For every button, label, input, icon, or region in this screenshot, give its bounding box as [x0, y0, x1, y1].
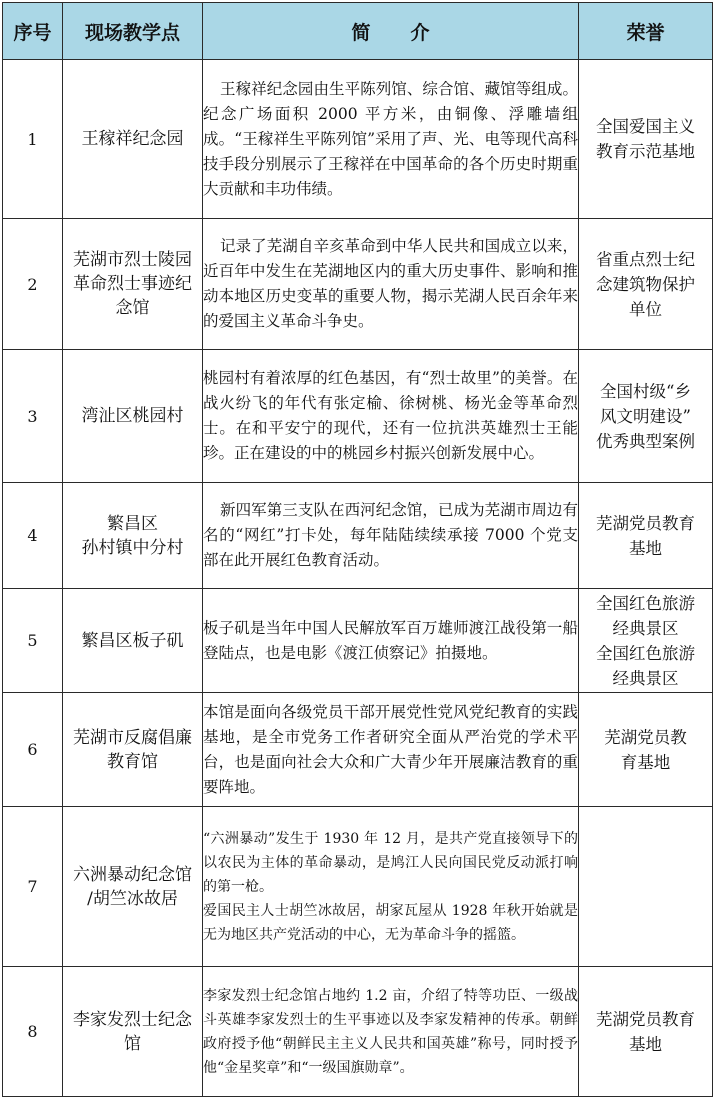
honor-line: 经典景区 — [612, 618, 679, 638]
honor-line: 全国爱国主义 — [596, 117, 695, 136]
row-place — [63, 967, 203, 1097]
table-row — [3, 807, 713, 967]
intro-paragraph: 新四军第三支队在西河纪念馆，已成为芜湖市周边有名的“网红”打卡处，每年陆陆续续承接 7000 个党支部在此开展红色教育活动。 — [203, 501, 578, 569]
row-num: 5 — [3, 589, 63, 693]
row-place — [63, 219, 203, 350]
row-intro — [203, 589, 579, 693]
row-honor — [579, 350, 713, 483]
row-place — [63, 60, 203, 219]
header-num: 序号 — [3, 3, 63, 60]
honor-line: 基地 — [629, 538, 662, 558]
honor-line: 单位 — [629, 299, 662, 319]
row-intro — [203, 967, 579, 1097]
header-intro: 简介 — [203, 3, 579, 60]
honor-line: 念建筑物保护 — [596, 274, 695, 294]
intro-paragraph: 桃园村有着浓厚的红色基因，有“烈士故里”的美誉。在战火纷飞的年代有张定榆、徐树桃、杨光金等革命烈士。在和平安宁的现代，还有一位抗洪英雄烈士王能珍。正在建设的中的桃园乡村振兴创新发展中心。 — [203, 369, 578, 462]
row-honor — [579, 807, 713, 967]
honor-line: 芜湖党员教育 — [596, 1009, 695, 1029]
place-line: 馆 — [124, 1033, 141, 1054]
place-line: 芜湖市反腐倡廉 — [73, 727, 192, 748]
honor-line: 芜湖党员教 — [604, 727, 687, 747]
place-line: 王稼祥纪念园 — [81, 129, 184, 149]
honor-line: 基地 — [629, 1034, 662, 1054]
honor-line: 育基地 — [620, 752, 671, 772]
honor-line: 经典景区 — [612, 668, 679, 688]
row-num: 3 — [3, 350, 63, 483]
table-row — [3, 693, 713, 807]
row-num: 8 — [3, 967, 63, 1097]
honor-line: 全国村级“乡 — [600, 381, 691, 401]
row-intro — [203, 219, 579, 350]
row-intro — [203, 350, 579, 483]
intro-paragraph: 本馆是面向各级党员干部开展党性党风党纪教育的实践基地，是全市党务工作者研究全面从严治党的学术平台，也是面向社会大众和广大青少年开展廉洁教育的重要阵地。 — [203, 702, 578, 796]
place-line: 念馆 — [115, 298, 150, 318]
row-place — [63, 483, 203, 589]
place-line: 繁昌区板子矶 — [81, 630, 184, 651]
honor-line: 全国红色旅游 — [596, 593, 695, 613]
row-honor — [579, 693, 713, 807]
place-line: /胡竺冰故居 — [87, 888, 178, 909]
intro-paragraph: 李家发烈士纪念馆占地约 1.2 亩，介绍了特等功臣、一级战斗英雄李家发烈士的生平事迹以及李家发精神的传承。朝鲜政府授予他“朝鲜民主主义人民共和国英雄”称号，同时授予他“金星奖章”和“一级国旗勋章”。 — [203, 987, 578, 1076]
honor-line: 风文明建设” — [600, 406, 691, 426]
row-place — [63, 589, 203, 693]
row-place — [63, 693, 203, 807]
row-intro — [203, 483, 579, 589]
row-num: 1 — [3, 60, 63, 219]
row-honor — [579, 967, 713, 1097]
intro-paragraph: 王稼祥纪念园由生平陈列馆、综合馆、藏馆等组成。纪念广场面积 2000 平方米，由铜像、浮雕墙组成。“王稼祥生平陈列馆”采用了声、光、电等现代高科技手段分别展示了王稼祥在中国革命的各个历史时期重大贡献和丰功伟绩。 — [203, 79, 578, 198]
row-honor — [579, 219, 713, 350]
place-line: 孙村镇中分村 — [81, 537, 184, 558]
header-row — [3, 3, 713, 60]
row-num: 7 — [3, 807, 63, 967]
row-place — [63, 350, 203, 483]
intro-paragraph: “六洲暴动”发生于 1930 年 12 月，是共产党直接领导下的以农民为主体的革命暴动，是鸠江人民向国民党反动派打响的第一枪。 — [203, 830, 578, 895]
teaching-points-table — [2, 2, 713, 1097]
table-row — [3, 219, 713, 350]
row-intro — [203, 807, 579, 967]
row-place — [63, 807, 203, 967]
place-line: 六洲暴动纪念馆 — [73, 864, 192, 885]
row-intro — [203, 693, 579, 807]
row-honor — [579, 589, 713, 693]
table-row — [3, 967, 713, 1097]
row-num: 2 — [3, 219, 63, 350]
place-line: 李家发烈士纪念 — [73, 1009, 192, 1030]
table-row — [3, 350, 713, 483]
intro-paragraph: 板子矶是当年中国人民解放军百万雄师渡江战役第一船登陆点，也是电影《渡江侦察记》拍摄地。 — [203, 618, 578, 662]
row-num: 6 — [3, 693, 63, 807]
header-place: 现场教学点 — [63, 3, 203, 60]
table-row — [3, 60, 713, 219]
row-intro — [203, 60, 579, 219]
honor-line: 省重点烈士纪 — [596, 249, 695, 269]
place-line: 芜湖市烈士陵园 — [73, 250, 192, 270]
honor-line: 教育示范基地 — [596, 142, 695, 161]
row-num: 4 — [3, 483, 63, 589]
place-line: 教育馆 — [107, 751, 158, 772]
intro-paragraph: 爱国民主人士胡竺冰故居，胡家瓦屋从 1928 年秋开始就是无为地区共产党活动的中心，无为革命斗争的摇篮。 — [203, 902, 578, 943]
table-row — [3, 483, 713, 589]
place-line: 繁昌区 — [107, 513, 158, 534]
honor-line: 芜湖党员教育 — [596, 513, 695, 533]
place-line: 革命烈士事迹纪 — [73, 274, 192, 294]
table-row — [3, 589, 713, 693]
honor-line: 全国红色旅游 — [596, 643, 695, 663]
row-honor — [579, 483, 713, 589]
honor-line: 优秀典型案例 — [596, 431, 695, 451]
place-line: 湾沚区桃园村 — [81, 406, 184, 426]
row-honor — [579, 60, 713, 219]
header-honor: 荣誉 — [579, 3, 713, 60]
intro-paragraph: 记录了芜湖自辛亥革命到中华人民共和国成立以来，近百年中发生在芜湖地区内的重大历史事件、影响和推动本地区历史变革的重要人物，揭示芜湖人民百余年来的爱国主义革命斗争史。 — [203, 237, 578, 330]
